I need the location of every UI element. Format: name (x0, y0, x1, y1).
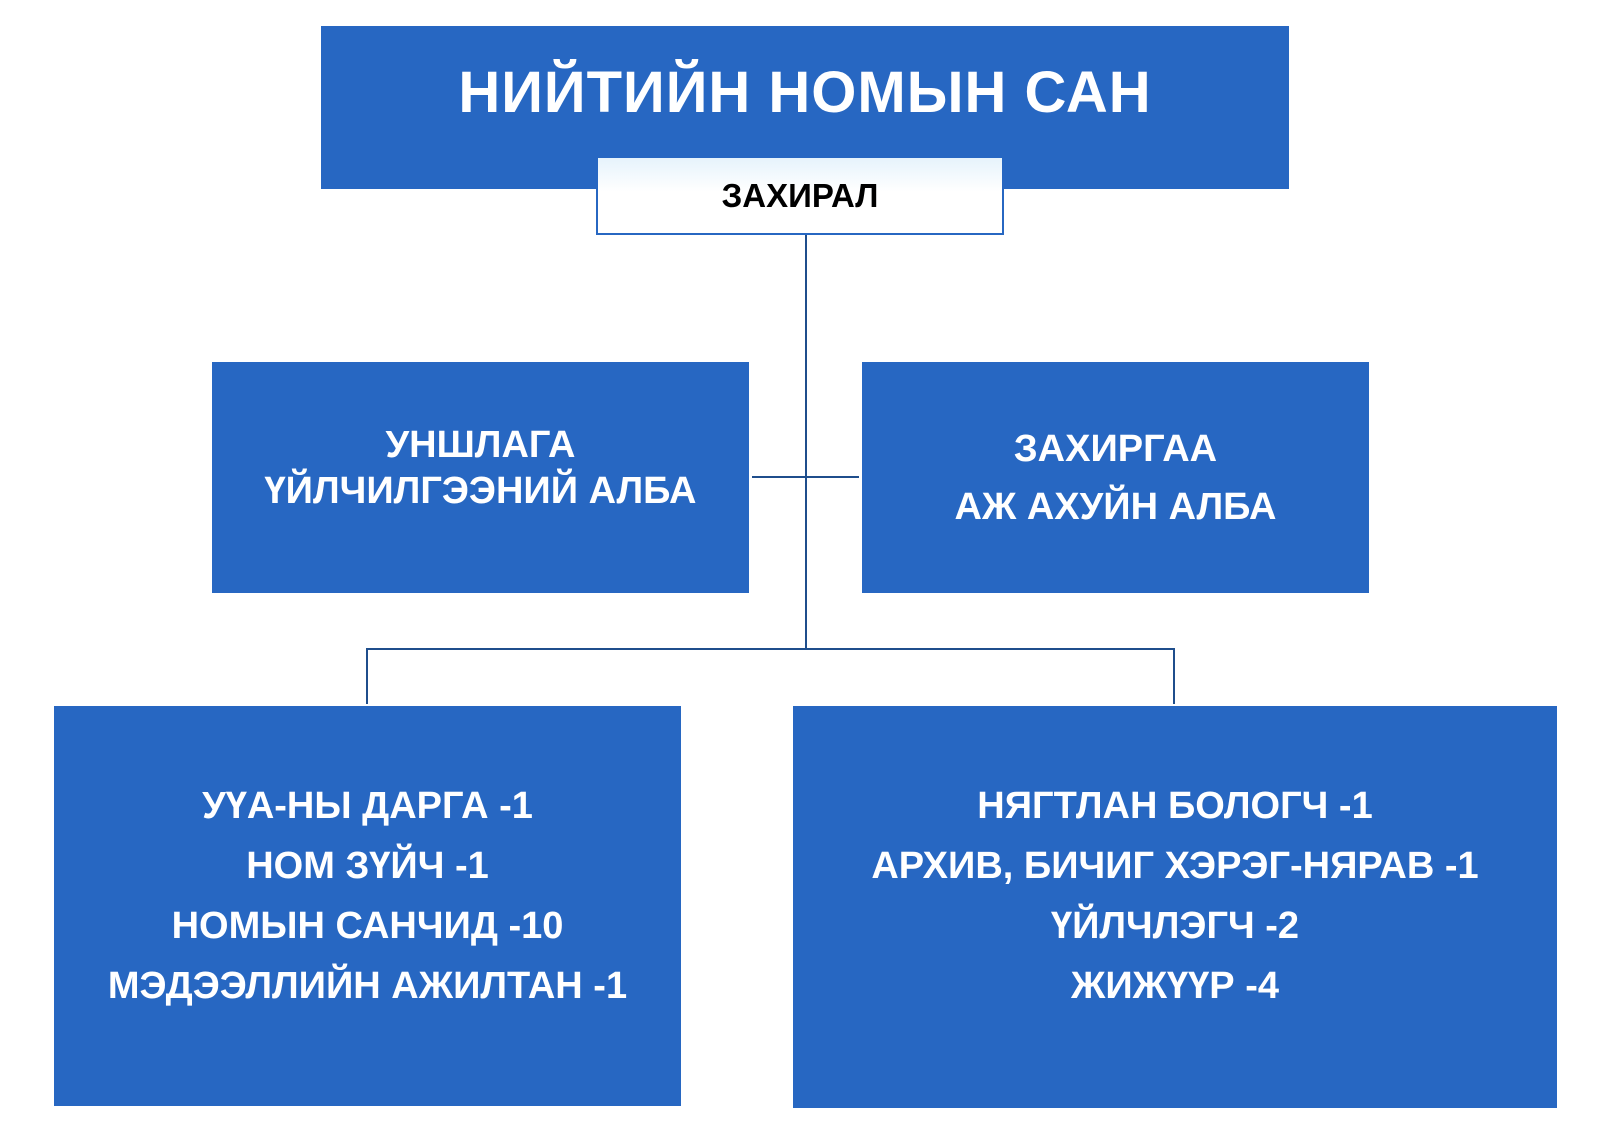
staff-item: ҮЙЛЧЛЭГЧ -2 (1050, 905, 1300, 947)
staff-item: УҮА-НЫ ДАРГА -1 (202, 785, 533, 827)
department-label-line: УНШЛАГА (385, 423, 576, 466)
reading-service-department-box (212, 362, 749, 593)
connector-staff-horizontal (366, 648, 1175, 650)
administration-staff-box (793, 706, 1557, 1108)
department-label-line: АЖ АХУЙН АЛБА (954, 485, 1277, 528)
director-box (596, 156, 1004, 235)
staff-item: НОМЫН САНЧИД -10 (171, 905, 564, 947)
connector-trunk-vertical (805, 235, 807, 649)
staff-item: ЖИЖҮҮР -4 (1071, 965, 1279, 1007)
reading-service-staff-box (54, 706, 681, 1106)
staff-item: АРХИВ, БИЧИГ ХЭРЭГ-НЯРАВ -1 (871, 845, 1479, 887)
department-label-line: ЗАХИРГАА (1013, 427, 1218, 470)
staff-item: НОМ ЗҮЙЧ -1 (246, 845, 489, 887)
connector-staff-right-drop (1173, 648, 1175, 704)
organization-title: НИЙТИЙН НОМЫН САН (458, 60, 1152, 125)
staff-item: НЯГТЛАН БОЛОГЧ -1 (977, 785, 1373, 827)
administration-department-box (862, 362, 1369, 593)
staff-item: МЭДЭЭЛЛИЙН АЖИЛТАН -1 (107, 965, 628, 1007)
connector-staff-left-drop (366, 648, 368, 704)
connector-departments-horizontal (752, 476, 859, 478)
director-label: ЗАХИРАЛ (721, 176, 879, 214)
department-label-line: ҮЙЛЧИЛГЭЭНИЙ АЛБА (264, 469, 697, 512)
